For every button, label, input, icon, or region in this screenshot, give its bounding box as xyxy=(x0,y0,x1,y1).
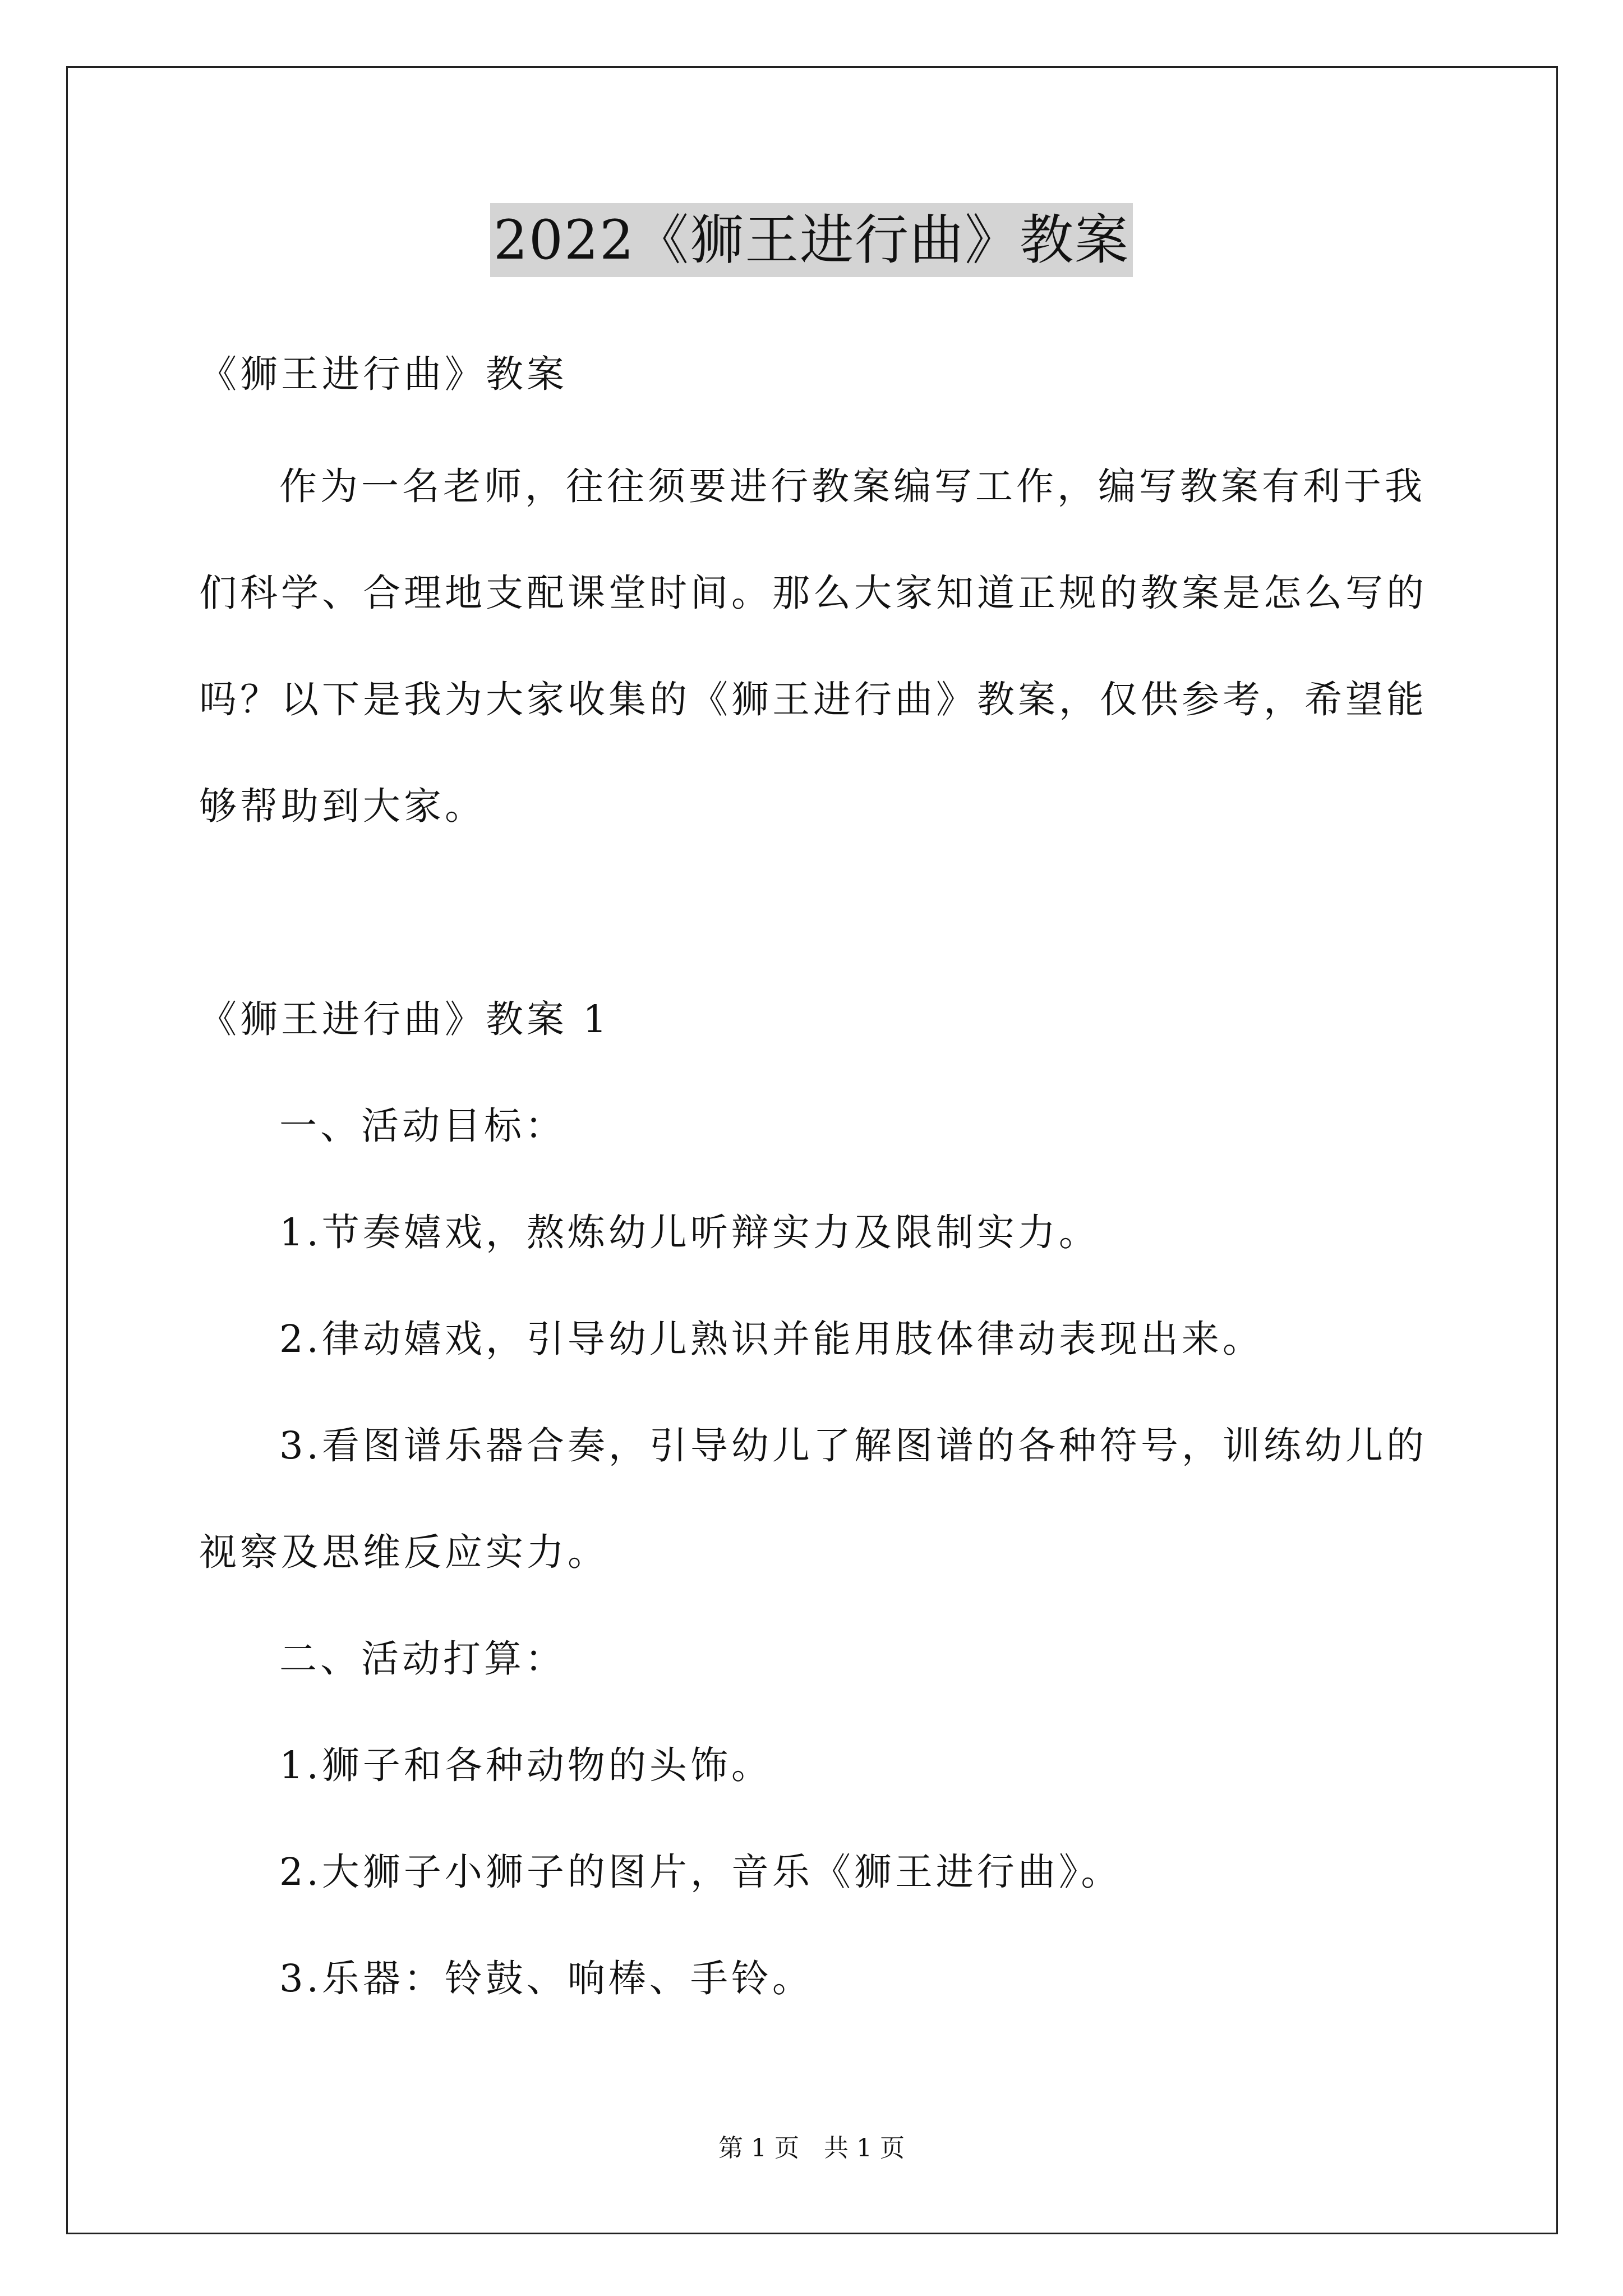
title-container xyxy=(0,203,1623,277)
intro-line-4: 够帮助到大家。 xyxy=(199,784,486,828)
page-footer: 第 1 页 共 1 页 xyxy=(718,2134,905,2162)
subtitle-line: 《狮王进行曲》教案 xyxy=(199,352,568,396)
section-heading: 《狮王进行曲》教案 1 xyxy=(199,997,610,1041)
goal-item-2: 2.律动嬉戏，引导幼儿熟识并能用肢体律动表现出来。 xyxy=(279,1317,1264,1361)
prep-heading: 二、活动打算： xyxy=(279,1637,566,1681)
prep-item-1: 1.狮子和各种动物的头饰。 xyxy=(279,1743,772,1787)
goal-item-1: 1.节奏嬉戏，熬炼幼儿听辩实力及限制实力。 xyxy=(279,1211,1100,1254)
goal-item-3-cont: 视察及思维反应实力。 xyxy=(199,1530,608,1574)
prep-item-3: 3.乐器：铃鼓、响棒、手铃。 xyxy=(279,1957,813,2000)
prep-item-2: 2.大狮子小狮子的图片，音乐《狮王进行曲》。 xyxy=(279,1850,1122,1894)
intro-line-2: 们科学、合理地支配课堂时间。那么大家知道正规的教案是怎么写的 xyxy=(199,571,1427,615)
intro-line-3: 吗？以下是我为大家收集的《狮王进行曲》教案，仅供参考，希望能 xyxy=(199,678,1427,721)
goal-item-3: 3.看图谱乐器合奏，引导幼儿了解图谱的各种符号，训练幼儿的 xyxy=(279,1424,1427,1467)
document-title: 2022《狮王进行曲》教案 xyxy=(490,203,1133,277)
goals-heading: 一、活动目标： xyxy=(279,1104,566,1148)
intro-line-1: 作为一名老师，往往须要进行教案编写工作，编写教案有利于我 xyxy=(279,464,1426,508)
